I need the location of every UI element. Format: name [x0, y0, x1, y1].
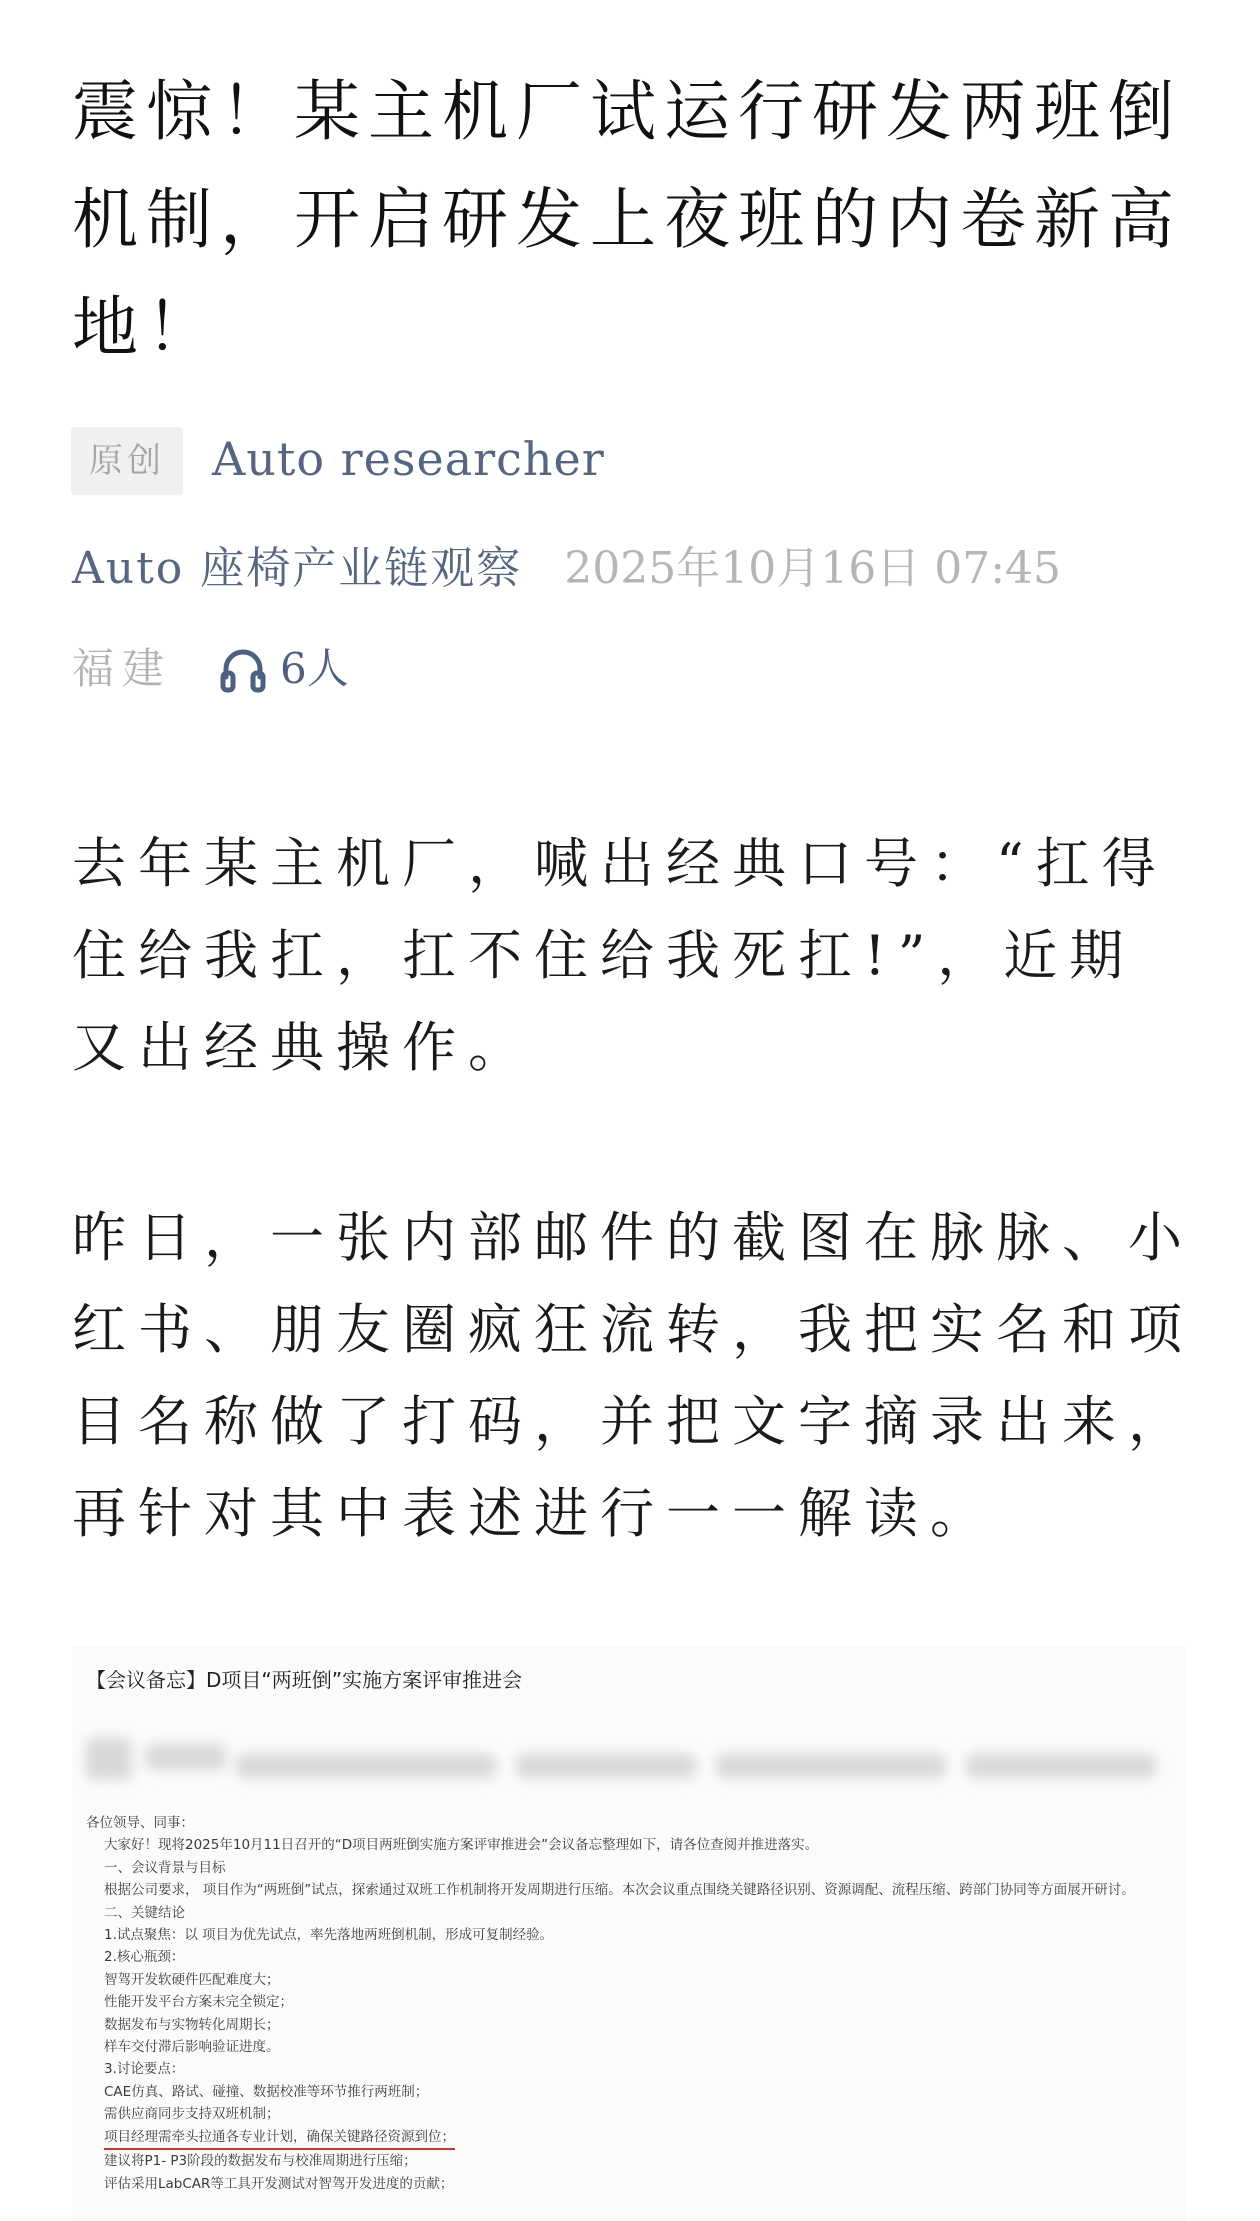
memo-line: 3.讨论要点： [104, 2061, 185, 2078]
memo-line: CAE仿真、路试、碰撞、数据校准等环节推行两班制； [104, 2083, 429, 2100]
memo-line-underlined: 项目经理需牵头拉通各专业计划，确保关键路径资源到位； [104, 2126, 455, 2150]
redacted-area [86, 1724, 1166, 1796]
memo-line: 性能开发平台方案未完全锁定； [104, 1994, 293, 2011]
memo-line: 建议将P1- P3阶段的数据发布与校准周期进行压缩； [104, 2153, 417, 2170]
memo-line: 一、会议背景与目标 [104, 1859, 226, 1876]
memo-screenshot[interactable] [72, 1646, 1185, 2221]
account-name[interactable]: Auto 座椅产业链观察 [72, 543, 523, 594]
memo-title: 【会议备忘】D项目“两班倒”实施方案评审推进会 [86, 1668, 523, 1692]
memo-body [86, 1812, 1176, 2195]
author-name[interactable]: Auto researcher [212, 432, 605, 486]
original-badge: 原创 [71, 427, 183, 495]
headphones-icon [218, 643, 268, 695]
paragraph-2: 昨日，一张内部邮件的截图在脉脉、小红书、朋友圈疯狂流转，我把实名和项目名称做了打码，并把文字摘录出来，再针对其中表述进行一一解读。 [72, 1206, 1194, 1545]
memo-line: 2.核心瓶颈： [104, 1949, 185, 1966]
article-meta-secondary [72, 634, 349, 704]
location: 福建 [72, 644, 173, 693]
memo-line: 智驾开发软硬件匹配难度大； [104, 1971, 280, 1988]
article-title: 震惊！某主机厂试运行研发两班倒机制，开启研发上夜班的内卷新高地！ [72, 73, 1182, 366]
memo-line: 评估采用LabCAR等工具开发测试对智驾开发进度的贡献； [104, 2175, 454, 2192]
memo-line: 样车交付滞后影响验证进度。 [104, 2039, 280, 2056]
memo-line: 数据发布与实物转化周期长； [104, 2016, 280, 2033]
memo-line: 各位领导、同事： [86, 1815, 194, 1831]
publish-datetime: 2025年10月16日 07:45 [564, 543, 1062, 594]
listener-count: 6人 [280, 644, 349, 693]
listen-button[interactable] [218, 634, 349, 704]
memo-line: 1.试点聚焦：以 项目为优先试点，率先落地两班倒机制，形成可复制经验。 [104, 1927, 554, 1944]
article-meta [72, 534, 1061, 604]
memo-line: 二、关键结论 [104, 1904, 185, 1921]
memo-line: 需供应商同步支持双班机制； [104, 2106, 280, 2123]
memo-line: 根据公司要求， 项目作为“两班倒”试点，探索通过双班工作机制将开发周期进行压缩。本次会议重点围绕关键路径识别、资源调配、流程压缩、跨部门协同等方面展开研讨。 [104, 1882, 1135, 1899]
paragraph-1: 去年某主机厂，喊出经典口号：“扛得住给我扛，扛不住给我死扛!”，近期又出经典操作。 [72, 832, 1168, 1079]
memo-line: 大家好！现将2025年10月11日召开的“D项目两班倒实施方案评审推进会”会议备忘整理如下，请各位查阅并推进落实。 [104, 1837, 819, 1854]
